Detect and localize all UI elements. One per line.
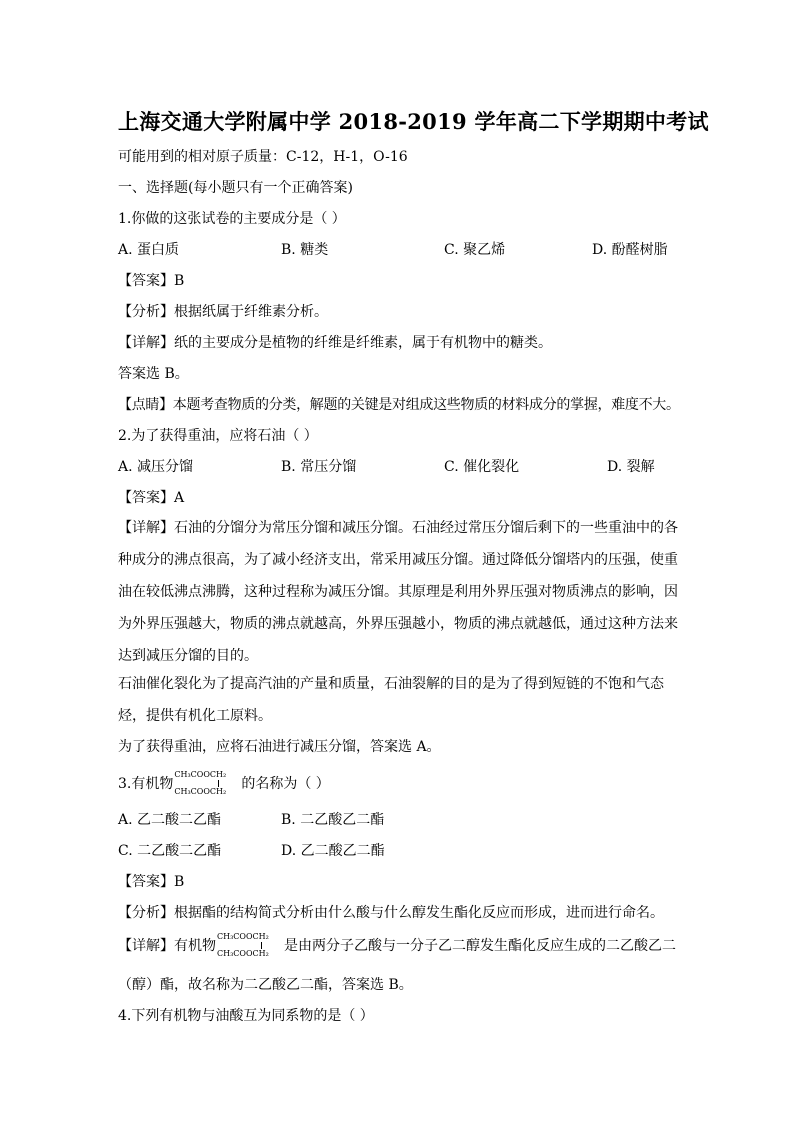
- atomic-mass-note: 可能用到的相对原子质量：C-12，H-1，O-16: [118, 149, 408, 165]
- q2-option-a: A. 减压分馏: [118, 459, 194, 475]
- q3-option-d: D. 乙二酸乙二酯: [281, 843, 385, 859]
- question-4-stem: 4.下列有机物与油酸互为同系物的是（ ）: [118, 1008, 374, 1024]
- q1-option-a: A. 蛋白质: [118, 242, 180, 258]
- diester-structure-figure-2: [217, 930, 283, 962]
- question-1-stem: 1.你做的这张试卷的主要成分是（ ）: [118, 211, 346, 227]
- section-heading: 一、选择题(每小题只有一个正确答案): [118, 180, 353, 196]
- mol-bond-line-2: [261, 942, 262, 949]
- q1-option-c: C. 聚乙烯: [444, 242, 506, 258]
- mol-bond-line: [218, 780, 219, 787]
- mol-bottom-group-2: CH₃COOCH₂: [217, 949, 269, 958]
- q3-detail-prefix: 【详解】有机物: [118, 938, 216, 954]
- q3-analysis: 【分析】根据酯的结构简式分析由什么酸与什么醇发生酯化反应而形成，进而进行命名。: [118, 905, 664, 921]
- q1-analysis: 【分析】根据纸属于纤维素分析。: [118, 304, 328, 320]
- q2-detail: 【详解】石油的分馏分为常压分馏和减压分馏。石油经过常压分馏后剩下的一些重油中的各种成分的沸点很高，为了减小经济支出，常采用减压分馏。通过降低分馏塔内的压强，使重油在较低沸点沸腾，这种过程称为减压分馏。其原理是利用外界压强对物质沸点的影响，因为外界压强越大，物质的沸点就越高，外界压强越小，物质的沸点就越低，通过这种方法来达到减压分馏的目的。: [118, 520, 678, 664]
- mol-top-group-2: CH₃COOCH₂: [217, 932, 269, 941]
- q1-detail: 【详解】纸的主要成分是植物的纤维是纤维素，属于有机物中的糖类。: [118, 335, 552, 351]
- mol-bottom-group: CH₃COOCH₂: [174, 787, 227, 796]
- q2-detail-2: 石油催化裂化为了提高汽油的产量和质量，石油裂解的目的是为了得到短链的不饱和气态烃，提供有机化工原料。: [118, 676, 664, 724]
- q1-answer: 【答案】B: [118, 273, 185, 289]
- q3-stem-suffix: 的名称为（ ）: [241, 776, 330, 792]
- q3-detail-suffix: 是由两分子乙酸与一分子乙二醇发生酯化反应生成的二乙酸乙二: [284, 938, 676, 954]
- q2-option-b: B. 常压分馏: [281, 459, 357, 475]
- question-2-stem: 2.为了获得重油，应将石油（ ）: [118, 428, 318, 444]
- q1-conclusion: 答案选 B。: [118, 366, 189, 382]
- q2-option-c: C. 催化裂化: [444, 459, 520, 475]
- question-3-stem: [118, 768, 678, 800]
- q1-option-b: B. 糖类: [281, 242, 329, 258]
- q3-option-a: A. 乙二酸二乙酯: [118, 812, 222, 828]
- q3-stem-prefix: 3.有机物: [118, 776, 174, 792]
- q2-answer: 【答案】A: [118, 490, 185, 506]
- q1-option-d: D. 酚醛树脂: [592, 242, 668, 258]
- q3-detail-line-2: （醇）酯，故名称为二乙酸乙二酯，答案选 B。: [118, 977, 413, 993]
- q3-answer: 【答案】B: [118, 874, 185, 890]
- diester-structure-figure: [174, 768, 240, 800]
- q3-detail: [118, 930, 678, 962]
- q2-conclusion: 为了获得重油，应将石油进行减压分馏，答案选 A。: [118, 739, 441, 755]
- page-title: 上海交通大学附属中学 2018-2019 学年高二下学期期中考试: [118, 109, 709, 134]
- mol-top-group: CH₃COOCH₂: [174, 770, 227, 779]
- q2-option-d: D. 裂解: [607, 459, 655, 475]
- q1-comment: 【点睛】本题考查物质的分类，解题的关键是对组成这些物质的材料成分的掌握，难度不大。: [118, 397, 680, 413]
- q3-option-c: C. 二乙酸二乙酯: [118, 843, 222, 859]
- q3-option-b: B. 二乙酸乙二酯: [281, 812, 385, 828]
